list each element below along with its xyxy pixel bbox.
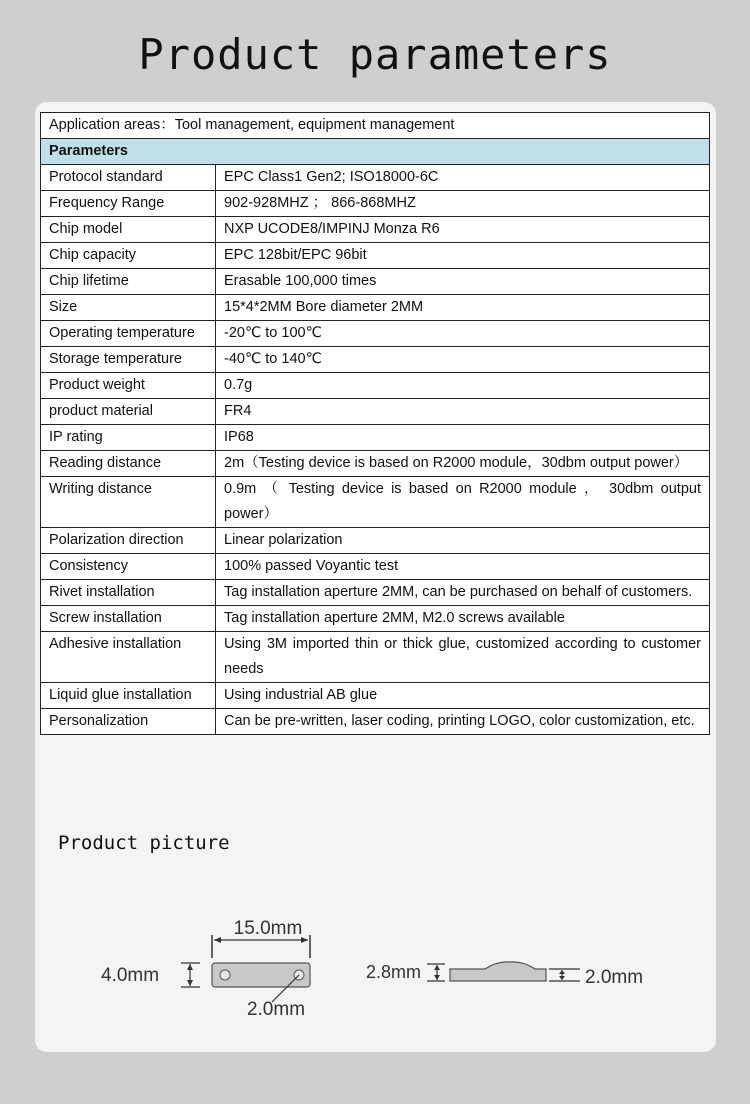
parameter-label: Chip capacity [41,243,216,269]
parameter-value: NXP UCODE8/IMPINJ Monza R6 [216,217,710,243]
parameter-row [41,554,710,580]
parameter-value: Tag installation aperture 2MM, can be purchased on behalf of customers. [216,580,710,606]
parameter-row [41,243,710,269]
parameters-header: Parameters [41,139,710,165]
length-label: 15.0mm [233,918,303,939]
parameters-header-row [41,139,710,165]
parameter-value: 902-928MHZ ； 866-868MHZ [216,191,710,217]
parameter-value: 0.7g [216,373,710,399]
parameter-label: Writing distance [41,477,216,528]
parameter-label: Product weight [41,373,216,399]
parameter-label: Operating temperature [41,321,216,347]
tag-side-view [450,962,546,981]
parameter-value: Tag installation aperture 2MM, M2.0 screws available [216,606,710,632]
parameter-value: EPC 128bit/EPC 96bit [216,243,710,269]
parameter-label: IP rating [41,425,216,451]
parameter-row [41,373,710,399]
parameter-value: 100% passed Voyantic test [216,554,710,580]
parameter-value: FR4 [216,399,710,425]
parameter-row [41,217,710,243]
parameter-label: Adhesive installation [41,632,216,683]
parameter-value: -20℃ to 100℃ [216,321,710,347]
parameter-row [41,295,710,321]
parameter-label: Screw installation [41,606,216,632]
parameter-value: IP68 [216,425,710,451]
width-dimension [181,963,200,987]
parameter-row [41,709,710,735]
parameter-row [41,347,710,373]
product-dimension-drawing [0,900,750,1040]
side-thickness-label: 2.8mm [366,962,422,982]
parameter-value: 15*4*2MM Bore diameter 2MM [216,295,710,321]
parameter-label: Frequency Range [41,191,216,217]
page-title: Product parameters [138,30,612,79]
parameter-label: Reading distance [41,451,216,477]
hole-label: 2.0mm [246,999,306,1020]
parameter-row [41,269,710,295]
parameter-value: 0.9m （ Testing device is based on R2000 module ， 30dbm output power） [216,477,710,528]
parameter-label: Consistency [41,554,216,580]
parameter-row [41,399,710,425]
parameter-value: Erasable 100,000 times [216,269,710,295]
side-thickness-dimension [427,964,445,981]
side-base-dimension [549,969,580,981]
parameter-label: Size [41,295,216,321]
parameters-table [40,112,710,735]
parameter-label: Protocol standard [41,165,216,191]
parameter-value: 2m（Testing device is based on R2000 module，30dbm output power） [216,451,710,477]
parameter-row [41,632,710,683]
left-hole [220,970,230,980]
parameter-row [41,425,710,451]
parameter-value: -40℃ to 140℃ [216,347,710,373]
parameter-row [41,477,710,528]
parameter-value: Using 3M imported thin or thick glue, customized according to customer needs [216,632,710,683]
parameter-label: Chip model [41,217,216,243]
parameter-row [41,451,710,477]
parameter-label: Storage temperature [41,347,216,373]
parameter-row [41,321,710,347]
parameter-label: Personalization [41,709,216,735]
side-base-label: 2.0mm [585,967,644,988]
parameter-label: Polarization direction [41,528,216,554]
width-label: 4.0mm [101,965,160,986]
parameter-label: Rivet installation [41,580,216,606]
parameter-value: Linear polarization [216,528,710,554]
parameter-row [41,683,710,709]
parameter-value: Using industrial AB glue [216,683,710,709]
parameter-label: Chip lifetime [41,269,216,295]
parameter-row [41,191,710,217]
parameter-value: EPC Class1 Gen2; ISO18000-6C [216,165,710,191]
parameter-label: Liquid glue installation [41,683,216,709]
application-areas: Application areas：Tool management, equipment management [41,113,710,139]
product-picture-title: Product picture [58,832,230,854]
application-row [41,113,710,139]
parameter-row [41,528,710,554]
parameter-row [41,580,710,606]
parameter-row [41,606,710,632]
parameter-value: Can be pre-written, laser coding, printing LOGO, color customization, etc. [216,709,710,735]
parameter-label: product material [41,399,216,425]
parameter-row [41,165,710,191]
